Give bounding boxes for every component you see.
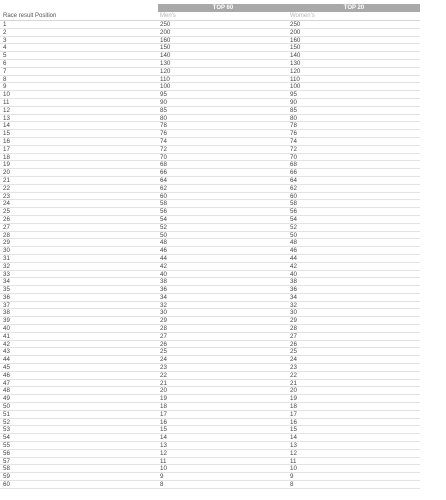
cell-position: 31 — [3, 254, 10, 262]
cell-womens-points: 22 — [290, 371, 297, 379]
table-row — [0, 434, 420, 442]
cell-position: 49 — [3, 395, 10, 403]
cell-position: 8 — [3, 75, 7, 83]
cell-mens-points: 52 — [160, 223, 167, 231]
table-row — [0, 348, 420, 356]
cell-position: 51 — [3, 410, 10, 418]
table-row — [0, 83, 420, 91]
cell-mens-points: 32 — [160, 301, 167, 309]
table-row — [0, 325, 420, 333]
table-row — [0, 21, 420, 29]
table-row — [0, 52, 420, 60]
table-row — [0, 450, 420, 458]
table-row — [0, 419, 420, 427]
cell-mens-points: 42 — [160, 262, 167, 270]
cell-womens-points: 14 — [290, 434, 297, 442]
cell-womens-points: 21 — [290, 379, 297, 387]
cell-womens-points: 130 — [290, 59, 301, 67]
cell-mens-points: 130 — [160, 59, 171, 67]
cell-position: 20 — [3, 169, 10, 177]
table-row — [0, 185, 420, 193]
cell-womens-points: 52 — [290, 223, 297, 231]
table-row — [0, 473, 420, 481]
cell-position: 29 — [3, 239, 10, 247]
cell-mens-points: 160 — [160, 36, 171, 44]
table-row — [0, 247, 420, 255]
cell-position: 42 — [3, 340, 10, 348]
table-row — [0, 44, 420, 52]
cell-mens-points: 58 — [160, 200, 167, 208]
cell-mens-points: 85 — [160, 106, 167, 114]
table-row — [0, 255, 420, 263]
cell-position: 12 — [3, 106, 10, 114]
cell-mens-points: 18 — [160, 403, 167, 411]
cell-mens-points: 30 — [160, 309, 167, 317]
cell-mens-points: 50 — [160, 231, 167, 239]
cell-position: 2 — [3, 28, 7, 36]
cell-mens-points: 80 — [160, 114, 167, 122]
cell-womens-points: 34 — [290, 293, 297, 301]
cell-mens-points: 15 — [160, 426, 167, 434]
cell-womens-points: 12 — [290, 449, 297, 457]
cell-womens-points: 30 — [290, 309, 297, 317]
cell-womens-points: 28 — [290, 325, 297, 333]
cell-position: 16 — [3, 137, 10, 145]
cell-womens-points: 78 — [290, 122, 297, 130]
table-row — [0, 442, 420, 450]
cell-position: 5 — [3, 52, 7, 60]
table-row — [0, 309, 420, 317]
cell-position: 35 — [3, 286, 10, 294]
table-row — [0, 278, 420, 286]
cell-position: 37 — [3, 301, 10, 309]
cell-position: 40 — [3, 325, 10, 333]
cell-position: 24 — [3, 200, 10, 208]
cell-position: 46 — [3, 371, 10, 379]
cell-position: 7 — [3, 67, 7, 75]
group-header-top20: TOP 20 — [288, 4, 420, 12]
group-header-row — [0, 4, 420, 12]
table-row — [0, 263, 420, 271]
cell-womens-points: 62 — [290, 184, 297, 192]
cell-womens-points: 46 — [290, 247, 297, 255]
cell-mens-points: 62 — [160, 184, 167, 192]
column-header-womens: Women's — [290, 13, 315, 19]
cell-position: 21 — [3, 176, 10, 184]
cell-position: 53 — [3, 426, 10, 434]
cell-womens-points: 66 — [290, 169, 297, 177]
cell-position: 44 — [3, 356, 10, 364]
cell-womens-points: 40 — [290, 270, 297, 278]
cell-position: 23 — [3, 192, 10, 200]
cell-womens-points: 50 — [290, 231, 297, 239]
table-row — [0, 411, 420, 419]
cell-position: 45 — [3, 364, 10, 372]
cell-womens-points: 29 — [290, 317, 297, 325]
table-row — [0, 333, 420, 341]
table-row — [0, 115, 420, 123]
cell-mens-points: 36 — [160, 286, 167, 294]
cell-position: 36 — [3, 293, 10, 301]
cell-mens-points: 27 — [160, 332, 167, 340]
cell-position: 54 — [3, 434, 10, 442]
table-row — [0, 465, 420, 473]
cell-womens-points: 20 — [290, 387, 297, 395]
cell-position: 3 — [3, 36, 7, 44]
cell-womens-points: 19 — [290, 395, 297, 403]
cell-position: 13 — [3, 114, 10, 122]
cell-position: 6 — [3, 59, 7, 67]
cell-mens-points: 10 — [160, 465, 167, 473]
cell-womens-points: 95 — [290, 91, 297, 99]
cell-womens-points: 18 — [290, 403, 297, 411]
table-body — [0, 21, 420, 489]
cell-position: 22 — [3, 184, 10, 192]
table-row — [0, 169, 420, 177]
cell-mens-points: 20 — [160, 387, 167, 395]
cell-position: 10 — [3, 91, 10, 99]
cell-mens-points: 17 — [160, 410, 167, 418]
column-header-position: Race result Position — [3, 13, 57, 19]
cell-womens-points: 70 — [290, 153, 297, 161]
cell-womens-points: 17 — [290, 410, 297, 418]
cell-mens-points: 21 — [160, 379, 167, 387]
table-row — [0, 91, 420, 99]
cell-mens-points: 16 — [160, 418, 167, 426]
table-row — [0, 161, 420, 169]
cell-mens-points: 110 — [160, 75, 170, 83]
cell-mens-points: 72 — [160, 145, 167, 153]
cell-womens-points: 25 — [290, 348, 297, 356]
cell-mens-points: 14 — [160, 434, 167, 442]
cell-mens-points: 24 — [160, 356, 167, 364]
cell-womens-points: 140 — [290, 52, 301, 60]
cell-mens-points: 48 — [160, 239, 167, 247]
table-row — [0, 130, 420, 138]
cell-womens-points: 24 — [290, 356, 297, 364]
table-row — [0, 76, 420, 84]
cell-position: 60 — [3, 481, 10, 489]
table-row — [0, 68, 420, 76]
cell-mens-points: 13 — [160, 442, 167, 450]
table-row — [0, 99, 420, 107]
cell-womens-points: 9 — [290, 473, 294, 481]
cell-womens-points: 8 — [290, 481, 294, 489]
cell-mens-points: 100 — [160, 83, 171, 91]
cell-position: 38 — [3, 309, 10, 317]
cell-womens-points: 200 — [290, 28, 301, 36]
cell-womens-points: 27 — [290, 332, 297, 340]
cell-mens-points: 46 — [160, 247, 167, 255]
table-row — [0, 154, 420, 162]
cell-mens-points: 19 — [160, 395, 167, 403]
table-row — [0, 317, 420, 325]
cell-position: 33 — [3, 270, 10, 278]
cell-position: 9 — [3, 83, 7, 91]
table-row — [0, 29, 420, 37]
cell-womens-points: 250 — [290, 21, 301, 28]
cell-mens-points: 28 — [160, 325, 167, 333]
cell-mens-points: 68 — [160, 161, 167, 169]
cell-position: 15 — [3, 130, 10, 138]
group-header-spacer — [0, 4, 158, 12]
cell-position: 4 — [3, 44, 7, 52]
table-row — [0, 426, 420, 434]
cell-position: 50 — [3, 403, 10, 411]
cell-mens-points: 200 — [160, 28, 171, 36]
cell-mens-points: 11 — [160, 457, 167, 465]
cell-mens-points: 40 — [160, 270, 167, 278]
cell-womens-points: 85 — [290, 106, 297, 114]
table-row — [0, 387, 420, 395]
cell-position: 28 — [3, 231, 10, 239]
cell-position: 59 — [3, 473, 10, 481]
cell-position: 57 — [3, 457, 10, 465]
cell-mens-points: 60 — [160, 192, 167, 200]
cell-womens-points: 54 — [290, 215, 297, 223]
cell-position: 41 — [3, 332, 10, 340]
cell-mens-points: 70 — [160, 153, 167, 161]
table-row — [0, 372, 420, 380]
table-row — [0, 239, 420, 247]
cell-womens-points: 74 — [290, 137, 297, 145]
cell-position: 56 — [3, 449, 10, 457]
cell-mens-points: 90 — [160, 98, 167, 106]
cell-womens-points: 44 — [290, 254, 297, 262]
cell-mens-points: 95 — [160, 91, 167, 99]
cell-womens-points: 15 — [290, 426, 297, 434]
cell-mens-points: 78 — [160, 122, 167, 130]
cell-position: 30 — [3, 247, 10, 255]
cell-position: 25 — [3, 208, 10, 216]
cell-womens-points: 56 — [290, 208, 297, 216]
table-row — [0, 216, 420, 224]
cell-mens-points: 38 — [160, 278, 167, 286]
cell-womens-points: 72 — [290, 145, 297, 153]
cell-womens-points: 64 — [290, 176, 297, 184]
column-header-row — [0, 12, 420, 21]
cell-mens-points: 54 — [160, 215, 167, 223]
cell-position: 47 — [3, 379, 10, 387]
cell-position: 52 — [3, 418, 10, 426]
cell-womens-points: 120 — [290, 67, 301, 75]
cell-mens-points: 29 — [160, 317, 167, 325]
cell-position: 34 — [3, 278, 10, 286]
table-row — [0, 302, 420, 310]
table-row — [0, 177, 420, 185]
table-row — [0, 481, 420, 489]
table-row — [0, 356, 420, 364]
cell-mens-points: 34 — [160, 293, 167, 301]
cell-mens-points: 66 — [160, 169, 167, 177]
group-header-top60: TOP 60 — [158, 4, 288, 12]
cell-womens-points: 23 — [290, 364, 297, 372]
table-row — [0, 60, 420, 68]
cell-position: 18 — [3, 153, 10, 161]
table-row — [0, 403, 420, 411]
cell-position: 11 — [3, 98, 10, 106]
cell-mens-points: 120 — [160, 67, 171, 75]
cell-position: 32 — [3, 262, 10, 270]
table-row — [0, 458, 420, 466]
cell-mens-points: 8 — [160, 481, 164, 489]
cell-womens-points: 11 — [290, 457, 297, 465]
table-row — [0, 341, 420, 349]
points-table — [0, 4, 420, 489]
table-row — [0, 364, 420, 372]
table-row — [0, 286, 420, 294]
cell-mens-points: 23 — [160, 364, 167, 372]
cell-womens-points: 38 — [290, 278, 297, 286]
cell-position: 39 — [3, 317, 10, 325]
cell-mens-points: 9 — [160, 473, 164, 481]
cell-womens-points: 110 — [290, 75, 300, 83]
cell-mens-points: 12 — [160, 449, 167, 457]
cell-mens-points: 25 — [160, 348, 167, 356]
cell-position: 1 — [3, 21, 7, 28]
cell-position: 43 — [3, 348, 10, 356]
table-row — [0, 395, 420, 403]
cell-mens-points: 74 — [160, 137, 167, 145]
cell-position: 27 — [3, 223, 10, 231]
cell-position: 58 — [3, 465, 10, 473]
table-row — [0, 107, 420, 115]
table-row — [0, 380, 420, 388]
cell-womens-points: 150 — [290, 44, 301, 52]
cell-womens-points: 68 — [290, 161, 297, 169]
cell-mens-points: 22 — [160, 371, 167, 379]
cell-womens-points: 100 — [290, 83, 301, 91]
cell-mens-points: 150 — [160, 44, 171, 52]
column-header-mens: Men's — [160, 13, 176, 19]
cell-womens-points: 76 — [290, 130, 297, 138]
cell-mens-points: 56 — [160, 208, 167, 216]
table-row — [0, 271, 420, 279]
cell-mens-points: 44 — [160, 254, 167, 262]
cell-womens-points: 48 — [290, 239, 297, 247]
cell-position: 26 — [3, 215, 10, 223]
cell-womens-points: 32 — [290, 301, 297, 309]
cell-position: 55 — [3, 442, 10, 450]
cell-position: 17 — [3, 145, 10, 153]
table-row — [0, 146, 420, 154]
cell-womens-points: 13 — [290, 442, 297, 450]
cell-mens-points: 76 — [160, 130, 167, 138]
table-row — [0, 232, 420, 240]
cell-mens-points: 250 — [160, 21, 171, 28]
cell-mens-points: 140 — [160, 52, 171, 60]
cell-womens-points: 42 — [290, 262, 297, 270]
table-row — [0, 208, 420, 216]
table-row — [0, 200, 420, 208]
cell-womens-points: 16 — [290, 418, 297, 426]
table-row — [0, 37, 420, 45]
table-row — [0, 294, 420, 302]
cell-womens-points: 90 — [290, 98, 297, 106]
cell-womens-points: 80 — [290, 114, 297, 122]
cell-position: 19 — [3, 161, 10, 169]
cell-position: 48 — [3, 387, 10, 395]
cell-mens-points: 64 — [160, 176, 167, 184]
table-row — [0, 224, 420, 232]
table-row — [0, 138, 420, 146]
cell-womens-points: 10 — [290, 465, 297, 473]
table-row — [0, 122, 420, 130]
cell-position: 14 — [3, 122, 10, 130]
cell-womens-points: 160 — [290, 36, 301, 44]
cell-womens-points: 58 — [290, 200, 297, 208]
cell-womens-points: 36 — [290, 286, 297, 294]
cell-mens-points: 26 — [160, 340, 167, 348]
table-row — [0, 193, 420, 201]
cell-womens-points: 26 — [290, 340, 297, 348]
cell-womens-points: 60 — [290, 192, 297, 200]
